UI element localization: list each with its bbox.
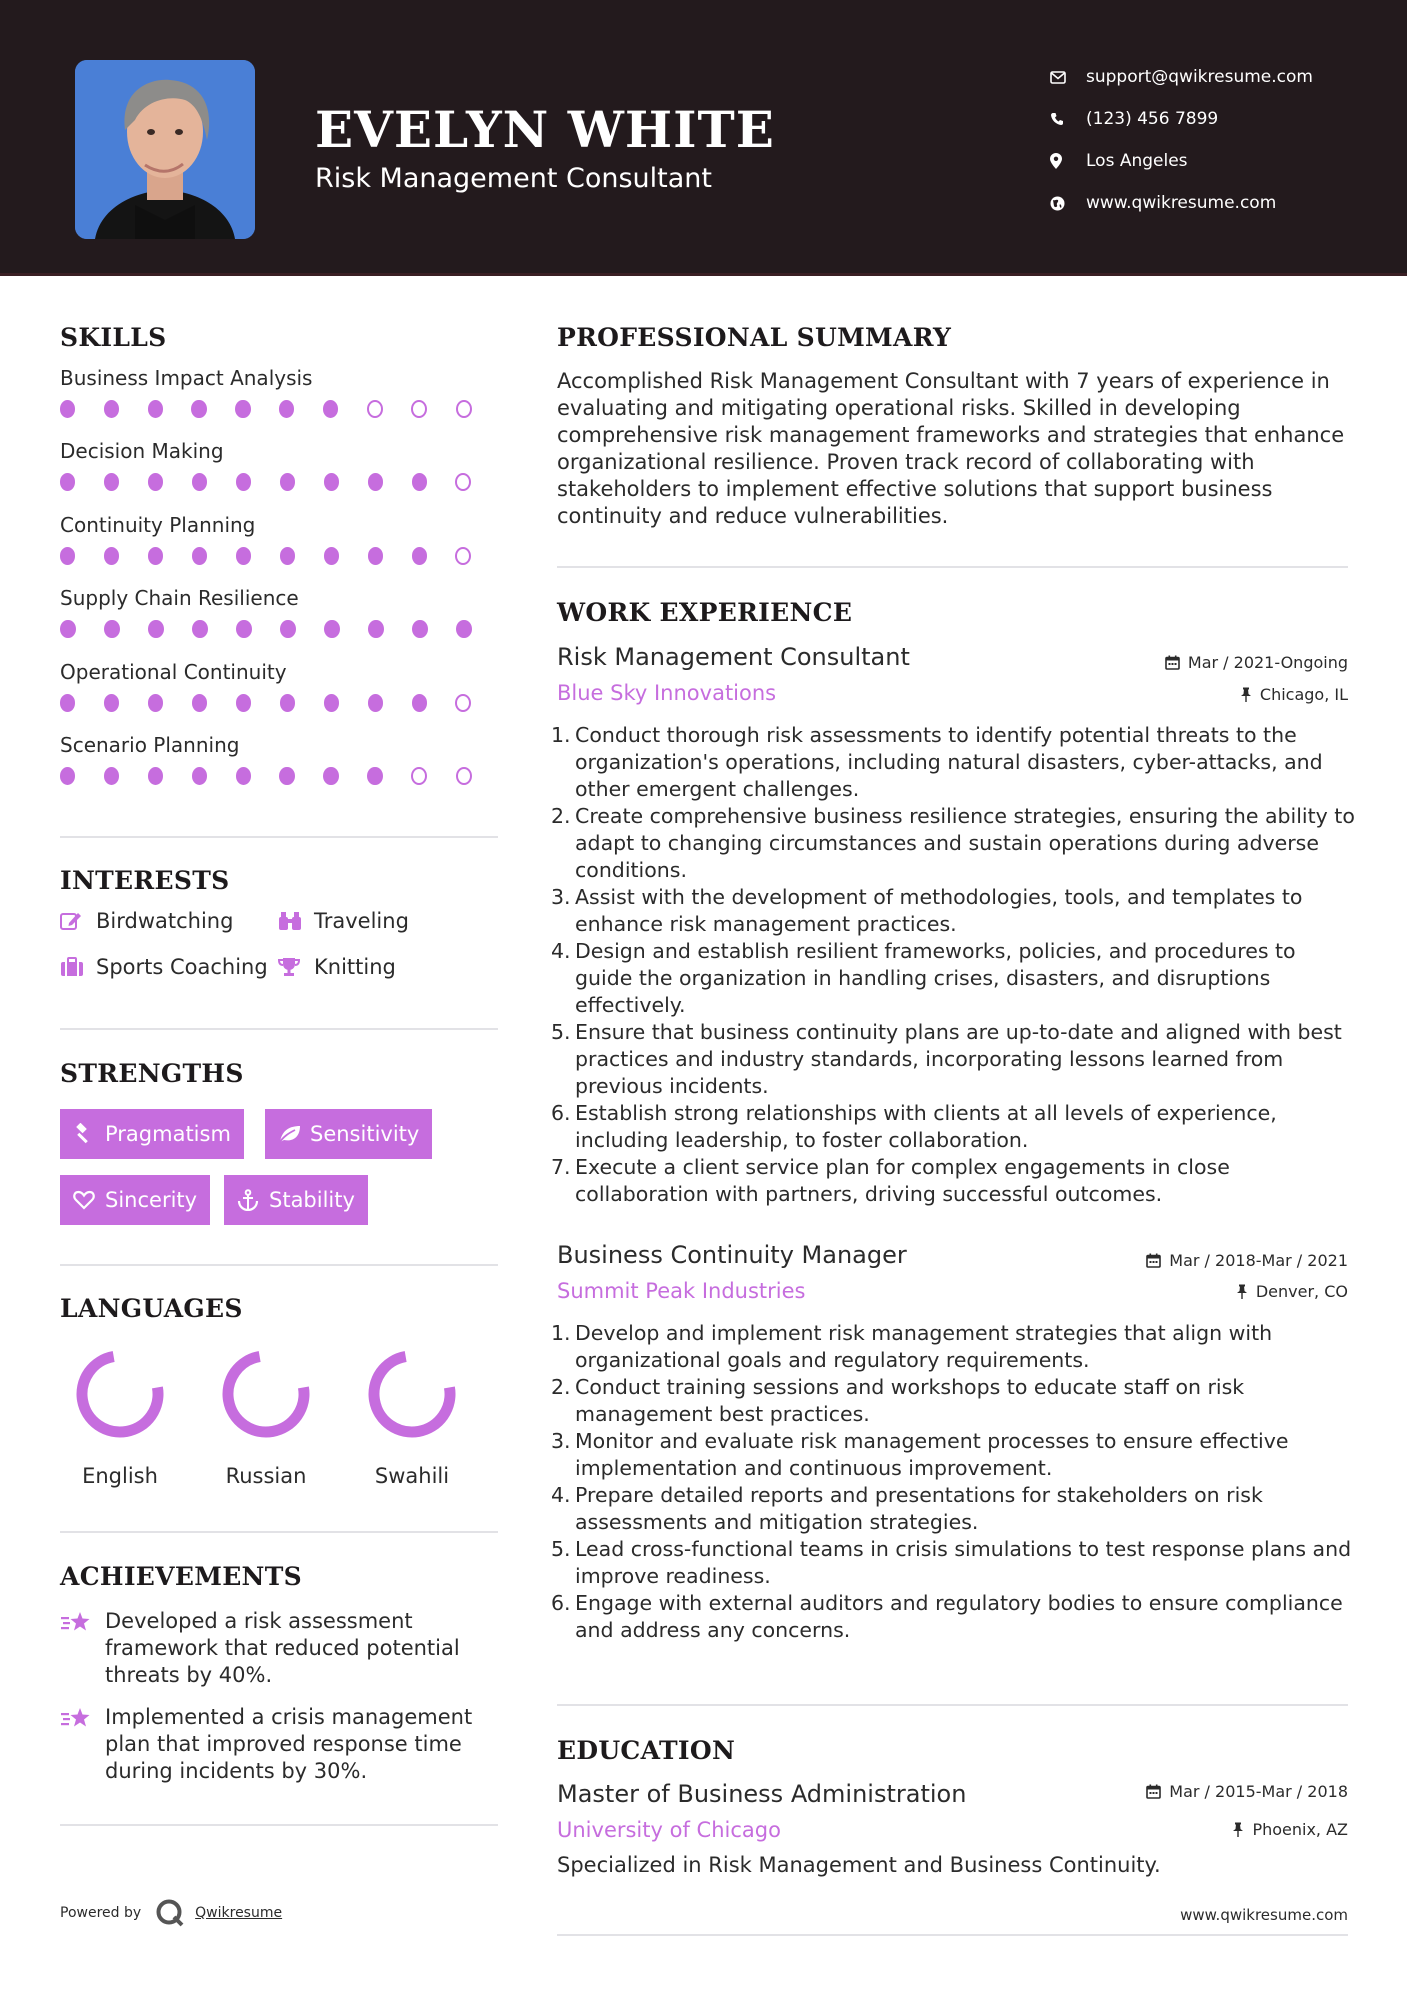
rating-dot-filled [367,767,382,785]
achievement-text: Implemented a crisis management plan that improved response time during incidents by 30%. [105,1705,473,1783]
footer-divider [557,1934,1348,1936]
rating-dot-filled [104,620,120,638]
duty-text: Ensure that business continuity plans are up-to-date and aligned with best practices and industry standards, incorporating lessons learned from previous incidents. [575,1020,1342,1098]
company-name: Blue Sky Innovations [557,681,777,705]
strength-chip [265,1109,432,1159]
rating-dot-filled [192,767,207,785]
duty-number: 2. [551,1375,571,1399]
interest-item [278,908,478,934]
binoculars-icon [278,911,314,931]
job-title: Risk Management Consultant [557,643,910,671]
job-title: Business Continuity Manager [557,1241,907,1269]
rating-dot-filled [104,694,119,712]
language-name: Swahili [374,1464,450,1488]
skill-rating [60,547,500,565]
rating-dot-filled [412,620,428,638]
experience-divider [557,1704,1348,1706]
rating-dot-filled [60,694,75,712]
rating-dot-filled [104,547,119,565]
duty-item [551,722,1357,803]
interests-list [60,908,500,980]
duty-number: 6. [551,1591,571,1615]
skill-item [60,586,500,659]
rating-dot-filled [191,400,206,418]
duty-text: Monitor and evaluate risk management processes to ensure effective implementation and continuous improvement. [575,1429,1289,1480]
rating-dot-filled [192,620,208,638]
rating-dot-filled [236,694,251,712]
duty-item [551,884,1357,938]
globe-icon [1050,196,1086,211]
candidate-title: Risk Management Consultant [315,163,712,194]
education-dates-text: Mar / 2015-Mar / 2018 [1169,1782,1348,1801]
rating-dot-filled [368,473,383,491]
summary-heading: PROFESSIONAL SUMMARY [557,323,952,352]
rating-dot-filled [323,400,338,418]
education-heading: EDUCATION [557,1736,736,1765]
achievements-divider [60,1824,498,1826]
interest-label: Sports Coaching [96,955,268,979]
anchor-icon [237,1189,269,1211]
language-name: English [82,1464,158,1488]
duty-text: Conduct training sessions and workshops to educate staff on risk management best practices. [575,1375,1245,1426]
rating-dot-filled [280,694,295,712]
qwikresume-logo-icon [155,1898,185,1928]
contact-list [1050,56,1313,224]
achievement-text: Developed a risk assessment framework that reduced potential threats by 40%. [105,1609,460,1687]
skills-list [60,366,500,806]
rating-dot-filled [323,767,338,785]
job-location [1240,685,1348,704]
duty-text: Lead cross-functional teams in crisis simulations to test response plans and improve readiness. [575,1537,1352,1588]
map-pin-icon [1050,153,1086,169]
rating-dot-filled [324,620,340,638]
duty-text: Develop and implement risk management strategies that align with organizational goals and regulatory requirements. [575,1321,1273,1372]
interest-label: Traveling [314,909,409,933]
achievements-heading: ACHIEVEMENTS [60,1562,302,1591]
shooting-star-icon [60,1704,105,1785]
skill-name: Scenario Planning [60,732,240,757]
contact-location [1050,140,1313,182]
rating-dot-filled [279,767,294,785]
rating-dot-filled [60,400,75,418]
duty-item [551,803,1357,884]
rating-dot-filled [148,400,163,418]
profile-photo [75,60,255,239]
duty-text: Prepare detailed reports and presentations for stakeholders on risk assessments and mitigation strategies. [575,1483,1263,1534]
duty-item [551,938,1357,1019]
duty-number: 4. [551,939,571,963]
rating-dot-filled [192,473,207,491]
rating-dot-filled [235,400,250,418]
rating-dot-filled [456,620,472,638]
language-level-ring [72,1346,168,1442]
duty-item [551,1482,1357,1536]
rating-dot-empty [456,767,472,785]
job-dates [1165,653,1348,672]
powered-by [60,1898,282,1928]
rating-dot-filled [60,547,75,565]
strength-chip [224,1175,368,1225]
strength-label: Sensitivity [310,1122,420,1146]
language-level-ring [218,1346,314,1442]
company-name: Summit Peak Industries [557,1279,806,1303]
job-duties [551,722,1357,1208]
skill-rating [60,473,500,491]
job-location [1236,1282,1348,1301]
rating-dot-empty [411,400,427,418]
rating-dot-filled [412,473,427,491]
envelope-icon [1050,71,1086,84]
education-location [1232,1820,1348,1839]
education-location-text: Phoenix, AZ [1252,1820,1348,1839]
duty-text: Design and establish resilient frameworks, policies, and procedures to guide the organization in handling crises, disasters, and disruptions effectively. [575,939,1296,1017]
language-level-ring [364,1346,460,1442]
strengths-heading: STRENGTHS [60,1059,244,1088]
degree-title: Master of Business Administration [557,1780,967,1808]
language-level-arc [368,1350,456,1438]
calendar-icon [1165,655,1180,670]
duty-item [551,1428,1357,1482]
job-dates-text: Mar / 2018-Mar / 2021 [1169,1251,1348,1270]
skill-item [60,733,500,806]
interest-label: Knitting [314,955,396,979]
duty-number: 1. [551,1321,571,1345]
rating-dot-empty [411,767,427,785]
job-location-text: Chicago, IL [1259,685,1348,704]
skill-rating [60,694,500,712]
language-level-arc [76,1350,164,1438]
strength-label: Stability [269,1188,355,1212]
skill-rating [60,400,500,418]
skill-rating [60,620,500,638]
rating-dot-filled [104,473,119,491]
strength-label: Sincerity [105,1188,198,1212]
contact-email[interactable] [1050,56,1313,98]
rating-dot-filled [324,473,339,491]
rating-dot-filled [104,767,119,785]
rating-dot-filled [192,547,207,565]
languages-heading: LANGUAGES [60,1294,243,1323]
language-name: Russian [225,1464,307,1488]
calendar-icon [1146,1253,1161,1268]
rating-dot-filled [236,547,251,565]
shooting-star-icon [60,1608,105,1689]
job-location-text: Denver, CO [1255,1282,1348,1301]
achievement-item [60,1704,500,1785]
candidate-name: EVELYN WHITE [315,100,775,159]
trophy-icon [278,957,314,977]
duty-item [551,1100,1357,1154]
duty-text: Assist with the development of methodologies, tools, and templates to enhance risk management practices. [575,885,1303,936]
rating-dot-empty [455,694,471,712]
school-name: University of Chicago [557,1818,781,1842]
skill-item [60,513,500,586]
rating-dot-filled [324,547,339,565]
pencil-icon [60,911,96,931]
rating-dot-filled [412,547,427,565]
strength-label: Pragmatism [105,1122,231,1146]
skill-rating [60,767,500,785]
skills-heading: SKILLS [60,323,167,352]
calendar-icon [1146,1784,1161,1799]
rating-dot-filled [60,473,75,491]
footer-site-link[interactable]: www.qwikresume.com [1180,1906,1348,1924]
skill-item [60,366,500,439]
strengths-divider [60,1264,498,1266]
rating-dot-filled [148,694,163,712]
education-dates [1146,1782,1348,1801]
rating-dot-empty [367,400,383,418]
rating-dot-empty [456,400,472,418]
strength-chip [60,1175,210,1225]
qwikresume-link[interactable]: Qwikresume [195,1905,283,1921]
summary-text: Accomplished Risk Management Consultant with 7 years of experience in evaluating and mitigating operational risks. Skilled in developing comprehensive risk management frameworks and strategies that enhance organizational resilience. Proven track record of collaborating with stakeholders to implement effective solutions that support business continuity and reduce vulnerabilities. [557,369,1345,528]
rating-dot-filled [368,620,384,638]
rating-dot-filled [368,694,383,712]
summary-divider [557,566,1348,568]
skill-name: Supply Chain Resilience [60,586,299,611]
duty-text: Execute a client service plan for complex engagements in close collaboration with partners, driving successful outcomes. [575,1155,1230,1206]
duty-number: 7. [551,1155,571,1179]
skill-name: Operational Continuity [60,659,287,684]
rating-dot-filled [280,547,295,565]
pushpin-icon [1232,1822,1244,1837]
duty-number: 3. [551,885,571,909]
rating-dot-filled [236,620,252,638]
duty-text: Conduct thorough risk assessments to identify potential threats to the organization's operations, including natural disasters, cyber-attacks, and other emergent challenges. [575,723,1323,801]
duty-item [551,1154,1357,1208]
rating-dot-filled [60,767,75,785]
duty-item [551,1590,1357,1644]
experience-heading: WORK EXPERIENCE [557,598,853,627]
duty-text: Establish strong relationships with clients at all levels of experience, including leadership, to foster collaboration. [575,1101,1277,1152]
contact-location-text: Los Angeles [1086,151,1188,171]
duty-number: 5. [551,1020,571,1044]
powered-by-label: Powered by [60,1905,142,1921]
duty-number: 2. [551,804,571,828]
rating-dot-filled [279,400,294,418]
duty-number: 1. [551,723,571,747]
job-dates [1146,1251,1348,1270]
duty-number: 4. [551,1483,571,1507]
interest-item [278,954,478,980]
duty-number: 6. [551,1101,571,1125]
duty-item [551,1374,1357,1428]
language-level-arc [222,1350,310,1438]
rating-dot-filled [368,547,383,565]
language-item [65,1346,175,1488]
rating-dot-filled [412,694,427,712]
duty-text: Engage with external auditors and regulatory bodies to ensure compliance and address any concerns. [575,1591,1343,1642]
skill-name: Decision Making [60,439,224,464]
interest-item [60,954,278,980]
rating-dot-filled [236,473,251,491]
duty-number: 5. [551,1537,571,1561]
interest-label: Birdwatching [96,909,234,933]
interest-item [60,908,278,934]
achievement-item [60,1608,500,1689]
education-description: Specialized in Risk Management and Business Continuity. [557,1853,1161,1877]
gavel-icon [73,1123,105,1145]
rating-dot-empty [455,473,471,491]
rating-dot-filled [324,694,339,712]
heart-icon [73,1190,105,1210]
job-dates-text: Mar / 2021-Ongoing [1187,653,1348,672]
contact-website-text: www.qwikresume.com [1086,193,1277,213]
duty-item [551,1320,1357,1374]
skills-divider [60,836,498,838]
contact-phone[interactable] [1050,98,1313,140]
interests-heading: INTERESTS [60,866,230,895]
leaf-icon [278,1124,310,1144]
rating-dot-filled [192,694,207,712]
rating-dot-filled [148,473,163,491]
duty-item [551,1536,1357,1590]
rating-dot-filled [280,620,296,638]
pushpin-icon [1236,1284,1248,1299]
skill-name: Business Impact Analysis [60,366,313,390]
strength-chip [60,1109,244,1159]
phone-icon [1050,112,1086,126]
duty-text: Create comprehensive business resilience strategies, ensuring the ability to adapt to changing circumstances and sustain operations during adverse conditions. [575,804,1355,882]
skill-name: Continuity Planning [60,512,256,537]
rating-dot-filled [148,620,164,638]
skill-item [60,439,500,512]
rating-dot-filled [148,767,163,785]
job-duties [551,1320,1357,1644]
rating-dot-filled [104,400,119,418]
resume-header [0,0,1407,276]
rating-dot-empty [455,547,471,565]
pushpin-icon [1240,687,1252,702]
duty-number: 3. [551,1429,571,1453]
duty-item [551,1019,1357,1100]
contact-website[interactable] [1050,182,1313,224]
language-item [357,1346,467,1488]
rating-dot-filled [148,547,163,565]
rating-dot-filled [280,473,295,491]
contact-phone-text: (123) 456 7899 [1086,109,1219,129]
briefcase-icon [60,957,96,977]
language-item [211,1346,321,1488]
rating-dot-filled [236,767,251,785]
interests-divider [60,1028,498,1030]
skill-item [60,660,500,733]
languages-divider [60,1531,498,1533]
rating-dot-filled [60,620,76,638]
contact-email-text: support@qwikresume.com [1086,67,1313,87]
